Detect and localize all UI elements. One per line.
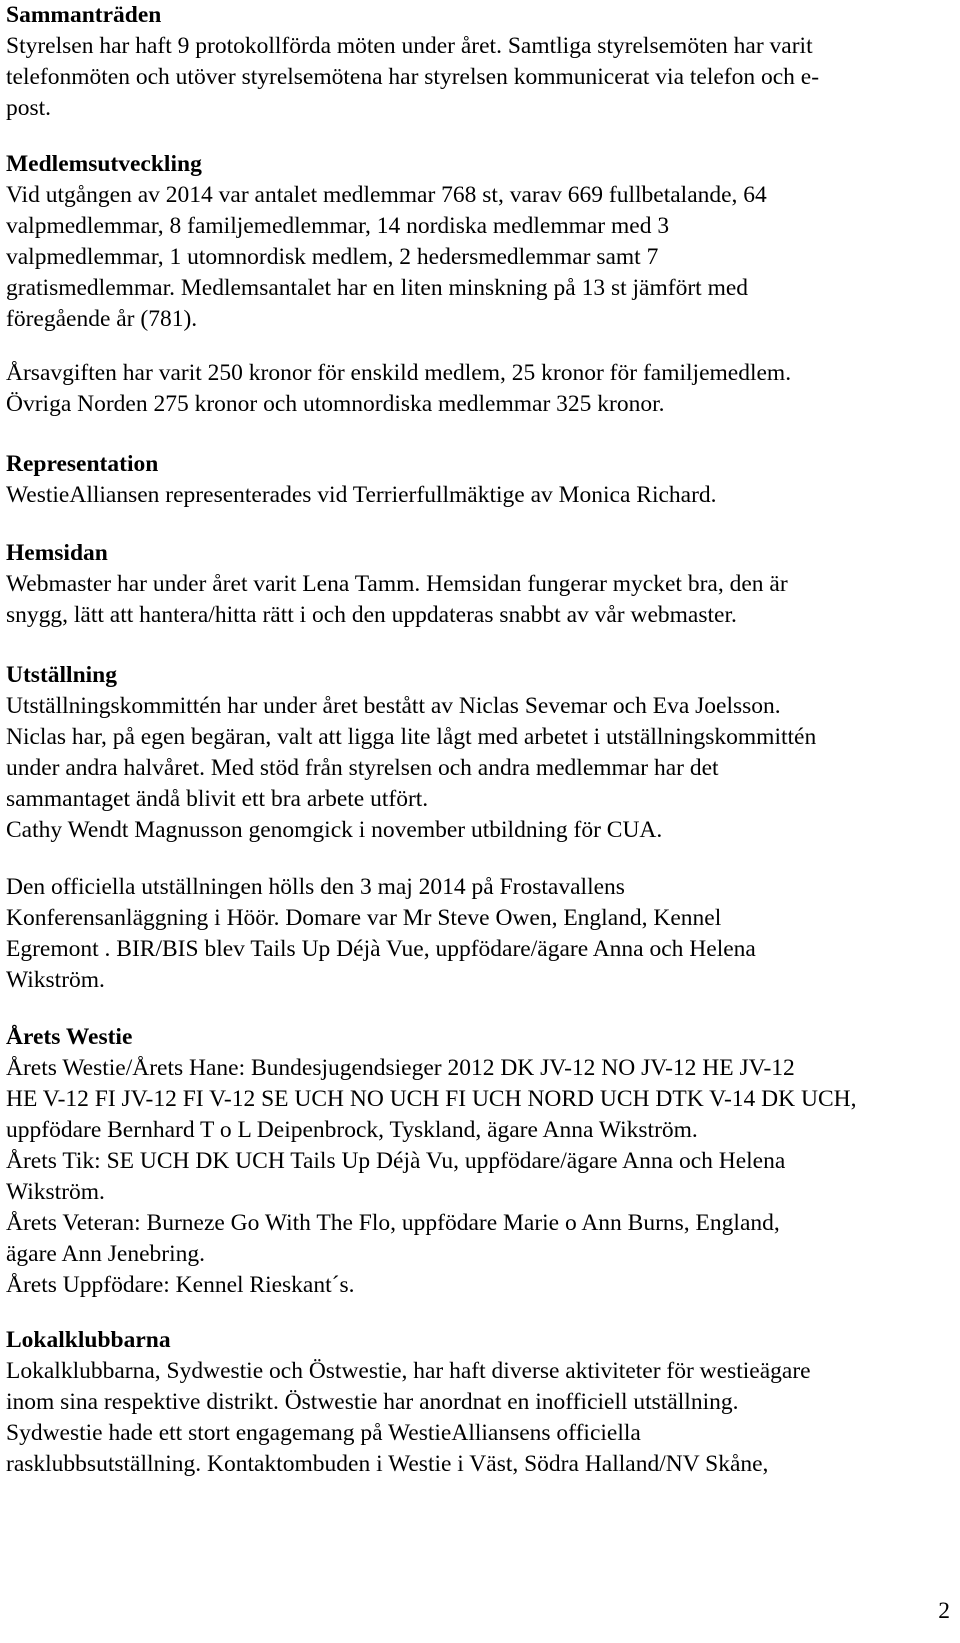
text-line: gratismedlemmar. Medlemsantalet har en liten minskning på 13 st jämfört med (6, 275, 749, 301)
section-lokalklubbarna (6, 1325, 956, 1480)
text-line: Den officiella utställningen hölls den 3 maj 2014 på Frostavallens (6, 874, 625, 900)
section-heading: Representation (6, 451, 159, 477)
section-heading: Hemsidan (6, 540, 108, 566)
text-line: Sydwestie hade ett stort engagemang på WestieAlliansens officiella (6, 1420, 641, 1446)
text-line: föregående år (781). (6, 306, 198, 332)
section-heading: Lokalklubbarna (6, 1327, 171, 1353)
page-number: 2 (938, 1598, 950, 1624)
text-line: HE V-12 FI JV-12 FI V-12 SE UCH NO UCH FI UCH NORD UCH DTK V-14 DK UCH, (6, 1086, 857, 1112)
text-line: Årets Westie/Årets Hane: Bundesjugendsieger 2012 DK JV-12 NO JV-12 HE JV-12 (6, 1055, 795, 1081)
section-utstallning (6, 660, 956, 846)
text-line: Wikström. (6, 967, 105, 993)
section-heading: Utställning (6, 662, 117, 688)
section-sammantraden (6, 0, 956, 124)
text-line: valpmedlemmar, 8 familjemedlemmar, 14 nordiska medlemmar med 3 (6, 213, 670, 239)
text-line: Wikström. (6, 1179, 105, 1205)
text-line: Konferensanläggning i Höör. Domare var Mr Steve Owen, England, Kennel (6, 905, 722, 931)
text-line: Cathy Wendt Magnusson genomgick i november utbildning för CUA. (6, 817, 663, 843)
text-line: sammantaget ändå blivit ett bra arbete utfört. (6, 786, 429, 812)
text-line: Årets Uppfödare: Kennel Rieskant´s. (6, 1272, 355, 1298)
text-line: Egremont . BIR/BIS blev Tails Up Déjà Vue, uppfödare/ägare Anna och Helena (6, 936, 756, 962)
text-line: Utställningskommittén har under året bestått av Niclas Sevemar och Eva Joelsson. (6, 693, 781, 719)
text-line: Vid utgången av 2014 var antalet medlemmar 768 st, varav 669 fullbetalande, 64 (6, 182, 767, 208)
section-arsavgift (6, 358, 956, 420)
text-line: valpmedlemmar, 1 utomnordisk medlem, 2 hedersmedlemmar samt 7 (6, 244, 659, 270)
section-heading: Sammanträden (6, 2, 162, 28)
text-line: under andra halvåret. Med stöd från styrelsen och andra medlemmar har det (6, 755, 719, 781)
section-arets-westie (6, 1022, 956, 1301)
text-line: Årets Veteran: Burneze Go With The Flo, uppfödare Marie o Ann Burns, England, (6, 1210, 780, 1236)
text-line: rasklubbsutställning. Kontaktombuden i Westie i Väst, Södra Halland/NV Skåne, (6, 1451, 769, 1477)
text-line: uppfödare Bernhard T o L Deipenbrock, Tyskland, ägare Anna Wikström. (6, 1117, 698, 1143)
text-line: snygg, lätt att hantera/hitta rätt i och den uppdateras snabbt av vår webmaster. (6, 602, 737, 628)
text-line: Lokalklubbarna, Sydwestie och Östwestie, har haft diverse aktiviteter för westieägare (6, 1358, 811, 1384)
section-representation (6, 449, 956, 511)
text-line: Årets Tik: SE UCH DK UCH Tails Up Déjà Vu, uppfödare/ägare Anna och Helena (6, 1148, 786, 1174)
text-line: Niclas har, på egen begäran, valt att ligga lite lågt med arbetet i utställningskommittén (6, 724, 817, 750)
text-line: inom sina respektive distrikt. Östwestie har anordnat en inofficiell utställning. (6, 1389, 739, 1415)
text-line: Övriga Norden 275 kronor och utomnordiska medlemmar 325 kronor. (6, 391, 665, 417)
section-heading: Medlemsutveckling (6, 151, 202, 177)
text-line: Styrelsen har haft 9 protokollförda möten under året. Samtliga styrelsemöten har varit (6, 33, 813, 59)
text-line: Webmaster har under året varit Lena Tamm. Hemsidan fungerar mycket bra, den är (6, 571, 788, 597)
text-line: Årsavgiften har varit 250 kronor för enskild medlem, 25 kronor för familjemedlem. (6, 360, 792, 386)
section-heading: Årets Westie (6, 1024, 133, 1050)
section-officiell-utstallning (6, 872, 956, 996)
text-line: telefonmöten och utöver styrelsemötena har styrelsen kommunicerat via telefon och e- (6, 64, 820, 90)
section-medlemsutveckling (6, 149, 956, 335)
text-line: ägare Ann Jenebring. (6, 1241, 206, 1267)
section-hemsidan (6, 538, 956, 631)
text-line: WestieAlliansen representerades vid Terrierfullmäktige av Monica Richard. (6, 482, 717, 508)
text-line: post. (6, 95, 52, 121)
